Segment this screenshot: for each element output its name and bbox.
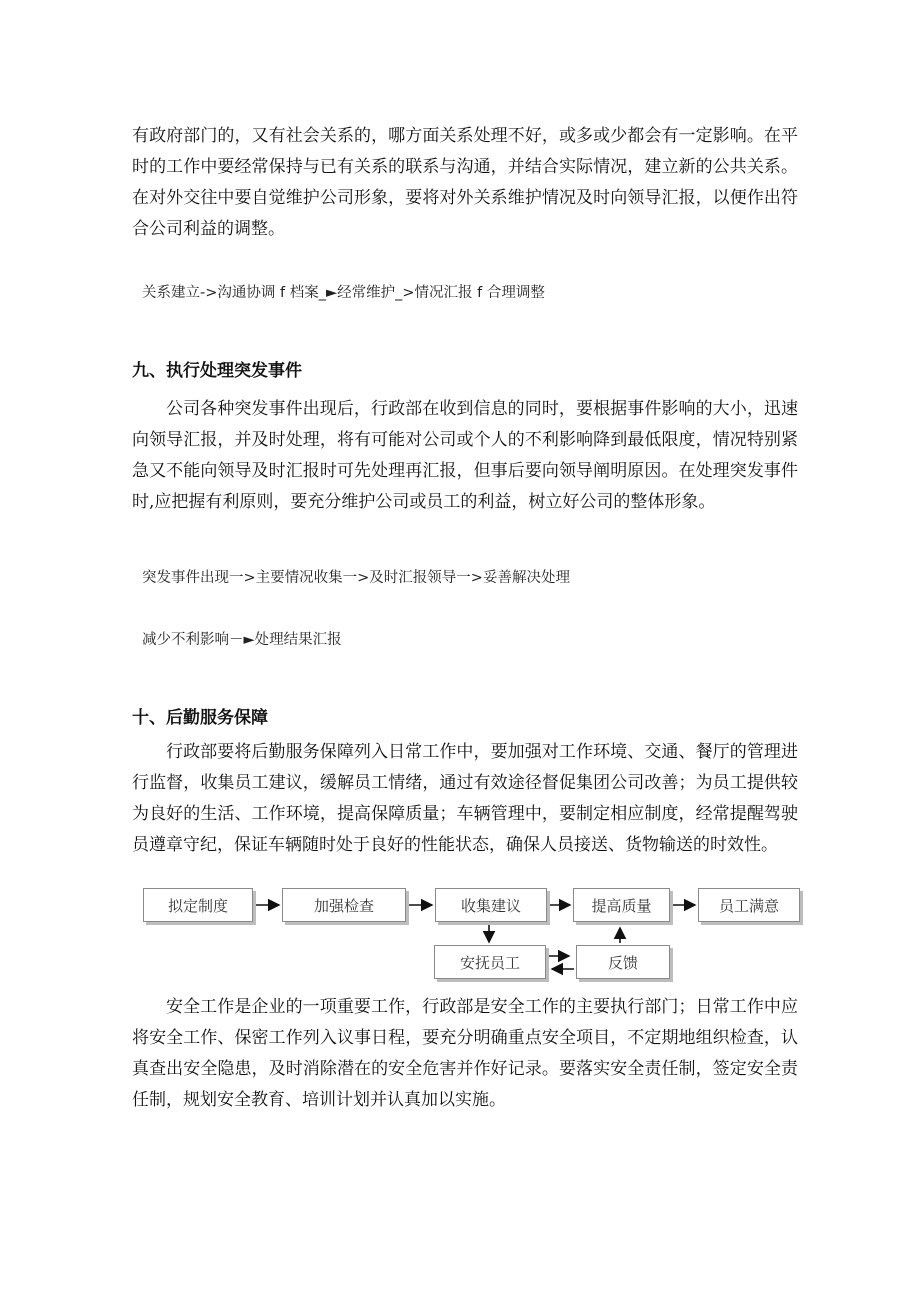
node-comfort-employees: 安抚员工 [434,945,546,979]
section-9-heading: 九、执行处理突发事件 [132,361,302,381]
section-9-paragraph: 公司各种突发事件出现后，行政部在收到信息的同时，要根据事件影响的大小，迅速向领导汇报，并及时处理，将有可能对公司或个人的不利影响降到最低限度，情况特别紧急又不能向领导及时汇报时可先处理再汇报，但事后要向领导阐明原因。在处理突发事件时,应把握有利原则，要充分维护公司或员工的利益，树立好公司的整体形象。 [132,399,798,512]
node-employee-satisfaction: 员工满意 [698,888,800,922]
node-feedback: 反馈 [576,945,670,979]
relations-flow-line: 关系建立->沟通协调 f 档案_►经常维护_>情况汇报 f 合理调整 [142,285,545,301]
node-draft-rules: 拟定制度 [143,888,253,922]
section-8-paragraph: 有政府部门的，又有社会关系的，哪方面关系处理不好，或多或少都会有一定影响。在平时的工作中要经常保持与已有关系的联系与沟通，并结合实际情况，建立新的公共关系。在对外交往中要自觉维护公司形象，要将对外关系维护情况及时向领导汇报，以便作出符合公司利益的调整。 [132,126,798,239]
emergency-flow-line-1: 突发事件出现一>主要情况收集一>及时汇报领导一>妥善解决处理 [142,570,570,586]
node-improve-quality: 提高质量 [573,888,670,922]
section-10-heading: 十、后勤服务保障 [132,708,268,728]
section-10-paragraph: 行政部要将后勤服务保障列入日常工作中，要加强对工作环境、交通、餐厅的管理进行监督，收集员工建议，缓解员工情绪，通过有效途径督促集团公司改善；为员工提供较为良好的生活、工作环境，提高保障质量；车辆管理中，要制定相应制度，经常提醒驾驶员遵章守纪，保证车辆随时处于良好的性能状态，确保人员接送、货物输送的时效性。 [132,742,798,855]
node-strengthen-inspection: 加强检查 [282,888,406,922]
safety-paragraph: 安全工作是企业的一项重要工作，行政部是安全工作的主要执行部门；日常工作中应将安全工作、保密工作列入议事日程，要充分明确重点安全项目，不定期地组织检查，认真查出安全隐患，及时消除潜在的安全危害并作好记录。要落实安全责任制，签定安全责任制，规划安全教育、培训计划并认真加以实施。 [132,997,798,1110]
node-collect-suggestions: 收集建议 [435,888,547,922]
emergency-flow-line-2: 减少不利影响－►处理结果汇报 [142,632,342,648]
